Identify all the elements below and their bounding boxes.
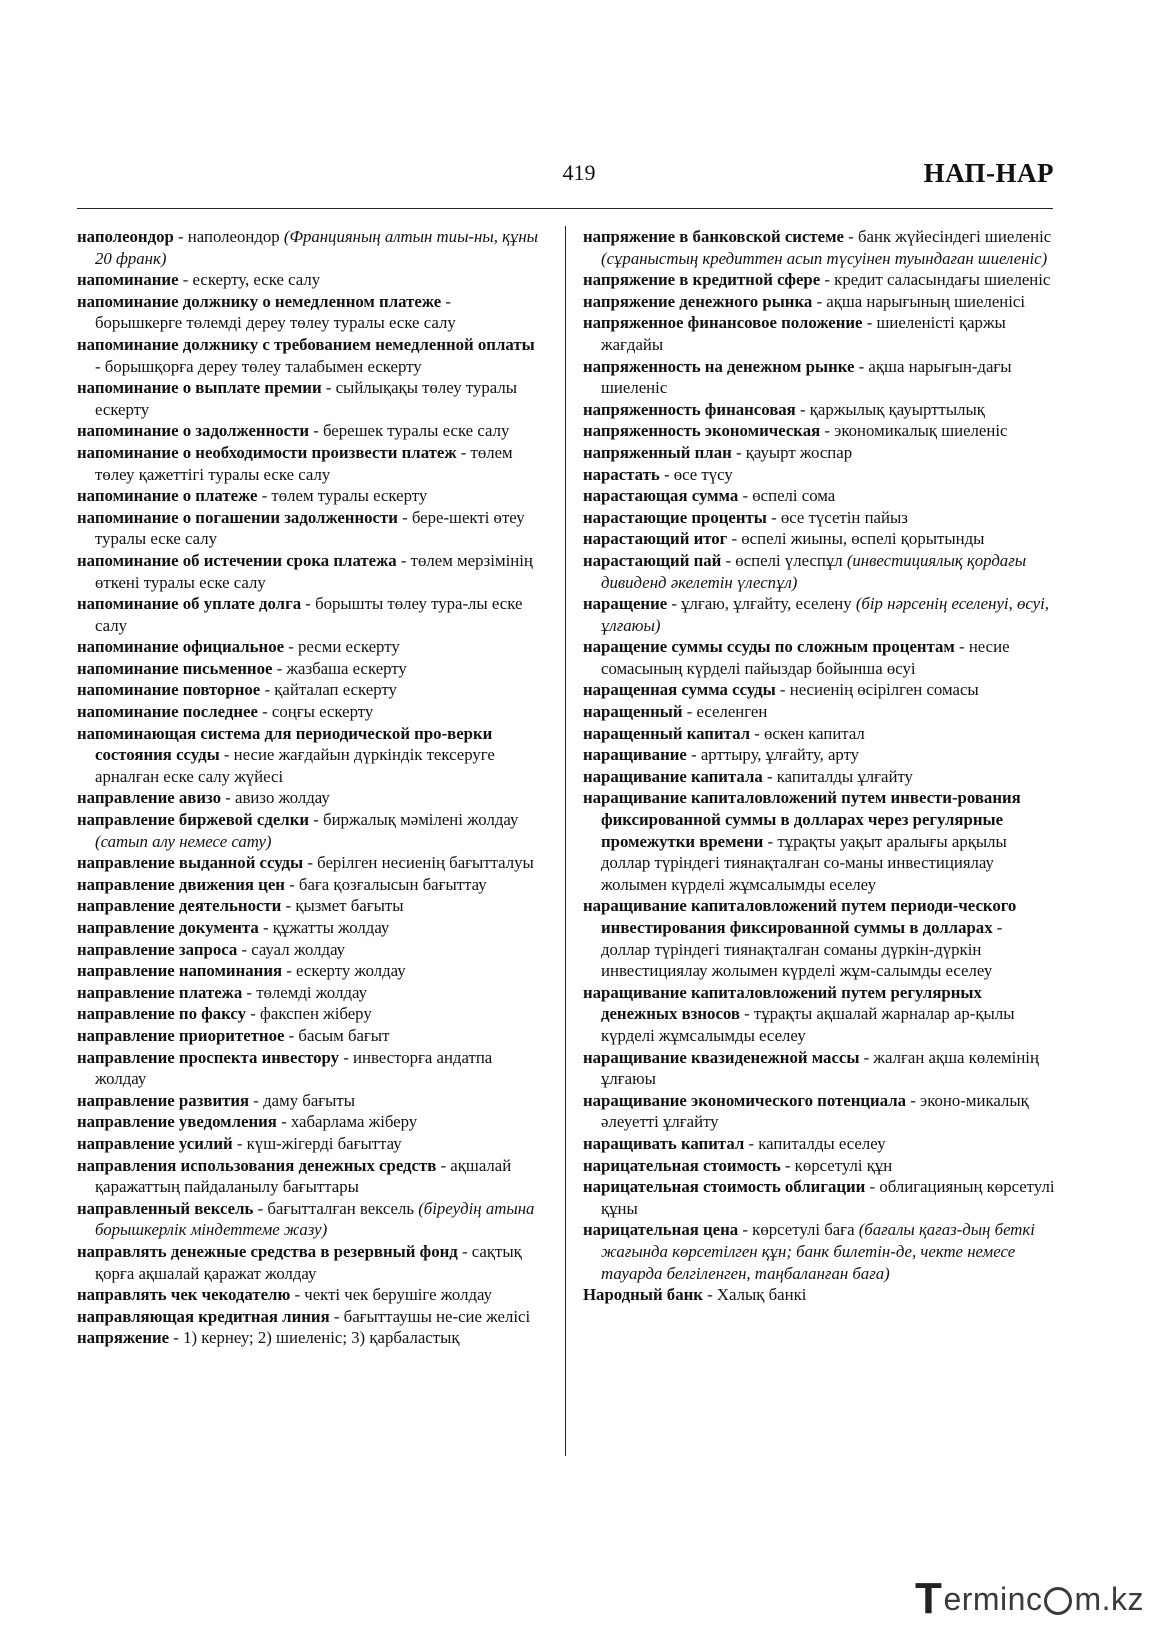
logo-text-part2: m.kz xyxy=(1074,1580,1144,1617)
dictionary-entry xyxy=(583,766,1055,788)
entry-term: напряженность финансовая xyxy=(583,399,796,419)
entry-definition: - облигацияның көрсетулі құны xyxy=(601,1177,1055,1218)
dictionary-entry xyxy=(583,636,1055,679)
dictionary-entry xyxy=(583,485,1055,507)
entry-term: нарастающий пай xyxy=(583,550,722,570)
entry-term: наращение xyxy=(583,594,668,614)
dictionary-entry xyxy=(77,679,542,701)
entry-term: направление усилий xyxy=(77,1133,233,1153)
entry-term: напоминание должнику о немедленном платеже xyxy=(77,291,442,311)
page-number: 419 xyxy=(562,160,596,185)
entry-definition: - құжатты жолдау xyxy=(258,918,390,937)
entry-term: направление выданной ссуды xyxy=(77,853,304,873)
dictionary-entry xyxy=(77,1047,542,1090)
entry-term: направлять чек чекодателю xyxy=(77,1285,291,1305)
termincom-logo xyxy=(915,1575,1144,1623)
dictionary-entry xyxy=(77,982,542,1004)
dictionary-entry xyxy=(583,550,1055,593)
dictionary-entry xyxy=(583,744,1055,766)
entry-definition: - баға қозғалысын бағыттау xyxy=(284,874,487,894)
dictionary-entry xyxy=(583,420,1055,442)
dictionary-entry xyxy=(583,291,1055,313)
entry-definition: - банк жүйесіндегі шиеленіс xyxy=(843,227,1052,246)
entry-definition: - экономикалық шиеленіс xyxy=(820,421,1008,441)
entry-definition: - қаржылық қауырттылық xyxy=(795,399,985,419)
entry-definition: - сыйлықақы төлеу туралы ескерту xyxy=(95,378,518,419)
dictionary-entry xyxy=(77,852,542,874)
entry-term: напоминание о необходимости произвести платеж xyxy=(77,442,457,462)
entry-term: нарастающая сумма xyxy=(583,486,739,506)
entry-term: наращивание капиталовложений путем регулярных денежных взносов xyxy=(583,982,982,1024)
header-rule xyxy=(77,208,1053,209)
entry-definition: - сауал жолдау xyxy=(237,939,346,959)
dictionary-entry xyxy=(583,1047,1055,1090)
dictionary-entry xyxy=(77,485,542,507)
entry-term: напоминание письменное xyxy=(77,658,273,678)
entry-definition: - өсе түсетін пайыз xyxy=(766,507,908,527)
entry-term: напряжение в банковской системе xyxy=(583,227,844,246)
entry-definition: - несие сомасының күрделі пайыздар бойынша өсуі xyxy=(601,637,1010,678)
entry-definition: - басым бағыт xyxy=(284,1025,390,1045)
entry-definition: - қауырт жоспар xyxy=(731,442,853,462)
entry-term: направление движения цен xyxy=(77,874,285,894)
entry-definition: - өспелі жиыны, өспелі қорытынды xyxy=(727,529,985,549)
entry-definition: - хабарлама жіберу xyxy=(276,1112,418,1132)
entry-term: наращенный xyxy=(583,702,683,722)
dictionary-entry xyxy=(77,442,542,485)
entry-term: напоминание xyxy=(77,270,179,290)
entry-note: (сатып алу немесе сату) xyxy=(95,831,272,851)
entry-definition: - Халық банкі xyxy=(702,1285,807,1305)
entry-term: Народный банк xyxy=(583,1285,703,1305)
entry-term: напоминание повторное xyxy=(77,680,261,700)
entry-definition: - көрсетулі құн xyxy=(780,1155,893,1175)
entry-definition: - көрсетулі баға xyxy=(738,1220,859,1240)
entry-term: наращивать капитал xyxy=(583,1133,745,1153)
dictionary-entry xyxy=(77,917,542,939)
entry-definition: - сақтық қорға ақшалай қаражат жолдау xyxy=(95,1241,522,1283)
dictionary-entry xyxy=(583,1090,1055,1133)
entry-definition: - арттыру, ұлғайту, арту xyxy=(686,745,860,765)
dictionary-entry xyxy=(77,1198,542,1241)
entry-definition: - инвесторға андатпа жолдау xyxy=(95,1047,493,1089)
entry-term: направление по факсу xyxy=(77,1004,247,1024)
entry-term: наращивание экономического потенциала xyxy=(583,1090,907,1110)
dictionary-entry xyxy=(77,593,542,636)
entry-term: напоминание об истечении срока платежа xyxy=(77,550,397,570)
entry-term: нарастающий итог xyxy=(583,529,728,549)
dictionary-entry xyxy=(77,334,542,377)
entry-definition: - ескерту, еске салу xyxy=(178,270,321,290)
entry-term: направление биржевой сделки xyxy=(77,810,310,830)
entry-definition: - борышты төлеу тура-лы еске салу xyxy=(95,594,523,635)
entry-term: напоминание о выплате премии xyxy=(77,378,322,398)
entry-definition: - 1) кернеу; 2) шиеленіс; 3) қарбаластық xyxy=(169,1328,460,1348)
dictionary-entry xyxy=(77,701,542,723)
entry-definition: - наполеондор xyxy=(173,227,284,246)
entry-note: (сұраныстың кредиттен асып түсуінен туындаған шиеленіс) xyxy=(601,248,1048,268)
entry-term: наращение суммы ссуды по сложным процентам xyxy=(583,637,955,657)
entry-term: направление напоминания xyxy=(77,961,283,981)
entry-note: (біреудің атына борышкерлік міндеттеме жазу) xyxy=(95,1198,535,1240)
entry-note: (бір нәрсенің еселенуі, өсуі, ұлғаюы) xyxy=(601,594,1049,635)
entry-definition: - шиеленісті қаржы жағдайы xyxy=(601,313,1006,354)
entry-definition: - даму бағыты xyxy=(249,1090,356,1110)
running-head: НАП-НАР xyxy=(923,158,1054,188)
entry-definition: - төлем төлеу қажеттігі туралы еске салу xyxy=(95,442,513,484)
entry-term: нарастать xyxy=(583,464,660,484)
entry-term: напряжение денежного рынка xyxy=(583,291,813,311)
entry-definition: - қайталап ескерту xyxy=(260,680,397,700)
entry-definition: - несие жағдайын дүркіндік тексеруге арналған еске салу жүйесі xyxy=(95,745,495,786)
left-column xyxy=(77,226,542,1349)
dictionary-entry xyxy=(583,269,1055,291)
dictionary-entry xyxy=(77,874,542,896)
entry-definition: - бағыттаушы не-сие желісі xyxy=(329,1306,531,1326)
dictionary-entry xyxy=(583,226,1055,269)
dictionary-entry xyxy=(77,1155,542,1198)
entry-definition: - қызмет бағыты xyxy=(281,896,404,916)
entry-definition: - төлем туралы ескерту xyxy=(257,486,428,506)
entry-definition: - ескерту жолдау xyxy=(282,961,406,981)
dictionary-entry xyxy=(583,464,1055,486)
entry-term: наращивание капитала xyxy=(583,766,763,786)
dictionary-entry xyxy=(583,1284,1055,1306)
dictionary-entry xyxy=(583,528,1055,550)
entry-definition: - эконо-микалық әлеуетті ұлғайту xyxy=(601,1090,1029,1132)
entry-term: напоминающая система для периодической про-верки состояния ссуды xyxy=(77,723,493,765)
dictionary-entry xyxy=(77,269,542,291)
entry-term: направлять денежные средства в резервный фонд xyxy=(77,1241,458,1261)
entry-definition: - берілген несиенің бағытталуы xyxy=(303,853,534,873)
entry-definition: - борышкерге төлемді дереу төлеу туралы еске салу xyxy=(95,291,456,333)
dictionary-entry xyxy=(583,442,1055,464)
entry-term: напоминание о задолженности xyxy=(77,421,309,441)
dictionary-entry xyxy=(77,420,542,442)
dictionary-entry xyxy=(583,1133,1055,1155)
dictionary-entry xyxy=(583,593,1055,636)
entry-term: напоминание последнее xyxy=(77,702,258,722)
logo-text-part1: erminc xyxy=(943,1580,1043,1617)
entry-definition: - берешек туралы еске салу xyxy=(309,421,510,441)
dictionary-entry xyxy=(77,291,542,334)
entry-term: нарастающие проценты xyxy=(583,507,767,527)
entry-term: направляющая кредитная линия xyxy=(77,1306,330,1326)
dictionary-entry xyxy=(583,895,1055,981)
dictionary-entry xyxy=(77,1327,542,1349)
entry-term: направление запроса xyxy=(77,939,238,959)
entry-definition: - авизо жолдау xyxy=(221,788,330,808)
entry-term: напоминание должнику с требованием немедленной оплаты xyxy=(77,334,535,354)
dictionary-entry xyxy=(77,787,542,809)
entry-term: напряжение в кредитной сфере xyxy=(583,270,821,290)
entry-definition: - тұрақты ақшалай жарналар ар-қылы күрделі жұмсалымды еселеу xyxy=(601,1004,1015,1045)
entry-term: наращивание капиталовложений путем инвести-рования фиксированной суммы в долларах через регулярные промежутки времени xyxy=(583,788,1021,851)
entry-term: наращенный капитал xyxy=(583,723,751,743)
entry-definition: - несиенің өсірілген сомасы xyxy=(775,680,979,700)
logo-letter-t: T xyxy=(915,1574,943,1623)
dictionary-entry xyxy=(583,1155,1055,1177)
entry-definition: - бағытталған вексель xyxy=(253,1198,419,1218)
entry-definition: - ақша нарығының шиеленісі xyxy=(812,291,1026,311)
dictionary-entry xyxy=(583,312,1055,355)
entry-term: нарицательная цена xyxy=(583,1220,739,1240)
dictionary-entry xyxy=(77,1003,542,1025)
entry-term: наращенная сумма ссуды xyxy=(583,680,776,700)
dictionary-entry xyxy=(77,1025,542,1047)
dictionary-entry xyxy=(77,723,542,788)
entry-term: наполеондор xyxy=(77,227,174,246)
entry-definition: - ресми ескерту xyxy=(284,637,400,657)
entry-definition: - факспен жіберу xyxy=(246,1004,372,1024)
dictionary-entry xyxy=(77,1090,542,1112)
dictionary-entry xyxy=(583,787,1055,895)
entry-term: нарицательная стоимость xyxy=(583,1155,781,1175)
dictionary-entry xyxy=(77,377,542,420)
dictionary-entry xyxy=(77,809,542,852)
entry-definition: - өспелі үлеспұл xyxy=(721,550,847,570)
dictionary-entry xyxy=(583,701,1055,723)
entry-term: напряженность на денежном рынке xyxy=(583,356,855,376)
entry-definition: - кредит саласындағы шиеленіс xyxy=(820,270,1051,290)
entry-term: направления использования денежных средств xyxy=(77,1155,437,1175)
entry-definition: - капиталды еселеу xyxy=(744,1133,886,1153)
entry-term: направление документа xyxy=(77,918,259,937)
entry-term: напоминание официальное xyxy=(77,637,285,657)
entry-term: направление деятельности xyxy=(77,896,282,916)
entry-definition: - тұрақты уақыт аралығы арқылы доллар түріндегі тиянақталған со-маны инвестициялау жолымен күрделі жұмсалымды еселеу xyxy=(601,831,1007,894)
entry-definition: - бере-шекті өтеу туралы еске салу xyxy=(95,507,525,549)
logo-ring-icon xyxy=(1044,1587,1072,1615)
dictionary-entry xyxy=(583,507,1055,529)
dictionary-entry xyxy=(77,1133,542,1155)
entry-term: наращивание квазиденежной массы xyxy=(583,1047,860,1067)
entry-definition: - соңғы ескерту xyxy=(257,702,374,722)
dictionary-entry xyxy=(77,1241,542,1284)
entry-term: наращивание капиталовложений путем периоди-ческого инвестирования фиксированной суммы в долларах xyxy=(583,896,1017,937)
entry-term: напряженность экономическая xyxy=(583,421,821,441)
dictionary-entry xyxy=(77,1284,542,1306)
dictionary-entry xyxy=(77,939,542,961)
entry-definition: - ұлғаю, ұлғайту, еселену xyxy=(667,594,856,614)
dictionary-entry xyxy=(77,895,542,917)
entry-definition: - төлем мерзімінің өткені туралы еске салу xyxy=(95,550,533,592)
entry-note: (инвестициялық қордағы дивиденд әкелетін үлеспұл) xyxy=(601,550,1027,592)
entry-definition: - өспелі сома xyxy=(738,486,836,506)
dictionary-entry xyxy=(77,636,542,658)
entry-term: направление авизо xyxy=(77,788,222,808)
entry-definition: - күш-жігерді бағыттау xyxy=(232,1133,402,1153)
dictionary-entry xyxy=(583,399,1055,421)
dictionary-entry xyxy=(583,356,1055,399)
entry-term: напоминание о погашении задолженности xyxy=(77,507,398,527)
entry-definition: - борышқорға дереу төлеу талабымен ескерту xyxy=(95,356,422,376)
entry-definition: - жалған ақша көлемінің ұлғаюы xyxy=(601,1047,1039,1089)
entry-term: напряженное финансовое положение xyxy=(583,313,863,333)
dictionary-entry xyxy=(77,226,542,269)
entry-definition: - еселенген xyxy=(682,702,768,722)
entry-term: направление приоритетное xyxy=(77,1025,285,1045)
entry-term: напоминание об уплате долга xyxy=(77,594,302,614)
entry-term: напоминание о платеже xyxy=(77,486,258,506)
entry-term: направление уведомления xyxy=(77,1112,277,1132)
entry-definition: - төлемді жолдау xyxy=(242,982,368,1002)
entry-term: направление платежа xyxy=(77,982,243,1002)
entry-term: направленный вексель xyxy=(77,1198,254,1218)
entry-definition: - капиталды ұлғайту xyxy=(762,766,913,786)
dictionary-entry xyxy=(583,1219,1055,1284)
entry-term: направление развития xyxy=(77,1090,250,1110)
entry-definition: - ақшалай қаражаттың пайдаланылу бағыттары xyxy=(95,1155,512,1197)
dictionary-entry xyxy=(77,507,542,550)
dictionary-entry xyxy=(77,1111,542,1133)
entry-definition: - чекті чек берушіге жолдау xyxy=(290,1285,492,1305)
dictionary-entry xyxy=(583,679,1055,701)
dictionary-entry xyxy=(77,960,542,982)
entry-term: направление проспекта инвестору xyxy=(77,1047,339,1067)
entry-definition: - өсе түсу xyxy=(659,464,733,484)
entry-term: нарицательная стоимость облигации xyxy=(583,1177,866,1197)
dictionary-entry xyxy=(583,1176,1055,1219)
entry-definition: - өскен капитал xyxy=(750,723,865,743)
entry-definition: - биржалық мәмілені жолдау xyxy=(309,810,519,830)
dictionary-entry xyxy=(77,1306,542,1328)
entry-term: наращивание xyxy=(583,745,687,765)
dictionary-entry xyxy=(77,658,542,680)
column-divider xyxy=(565,226,566,1456)
entry-note: (Францияның алтын тиы-ны, құны 20 франк) xyxy=(95,227,539,268)
entry-definition: - ақша нарығын-дағы шиеленіс xyxy=(601,356,1012,398)
entry-definition: - доллар түріндегі тиянақталған соманы дүркін-дүркін инвестициялау жолымен күрделі жұм-салымды еселеу xyxy=(601,918,1003,981)
dictionary-entry xyxy=(583,982,1055,1047)
entry-term: напряжение xyxy=(77,1328,170,1348)
entry-term: напряженный план xyxy=(583,442,732,462)
dictionary-entry xyxy=(583,723,1055,745)
right-column xyxy=(583,226,1055,1306)
dictionary-entry xyxy=(77,550,542,593)
entry-note: (бағалы қағаз-дың беткі жағында көрсетілген құн; банк билетін-де, чекте немесе тауарда белгіленген, таңбаланған баға) xyxy=(601,1220,1035,1283)
entry-definition: - жазбаша ескерту xyxy=(272,658,407,678)
